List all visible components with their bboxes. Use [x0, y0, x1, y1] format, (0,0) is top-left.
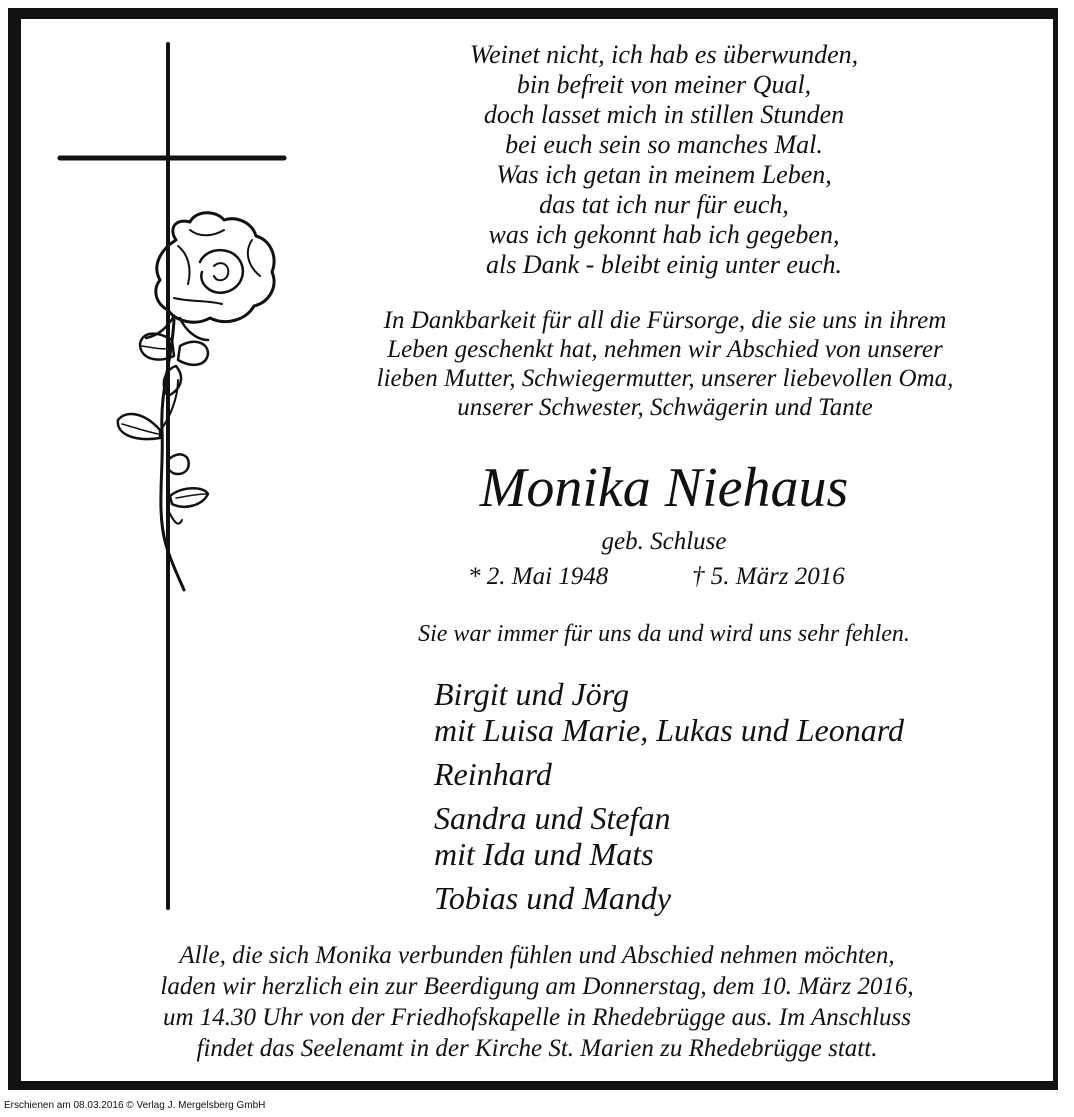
poem-line: Weinet nicht, ich hab es überwunden,: [469, 40, 859, 69]
poem-line: das tat ich nur für euch,: [539, 190, 789, 219]
mourner-entry: mit Ida und Mats: [434, 836, 654, 872]
mourner-entry: Tobias und Mandy: [434, 880, 672, 916]
mourner-entry: mit Luisa Marie, Lukas und Leonard: [434, 712, 904, 748]
intro-paragraph: [330, 306, 1000, 422]
deceased-name: Monika Niehaus: [479, 457, 849, 519]
poem-line: Was ich getan in meinem Leben,: [496, 160, 832, 189]
mourner-entry: Sandra und Stefan: [434, 800, 671, 836]
funeral-notice: [60, 940, 1014, 1064]
intro-line: In Dankbarkeit für all die Fürsorge, die sie uns in ihrem: [383, 307, 947, 334]
cross-icon: [56, 40, 292, 912]
notice-line: Alle, die sich Monika verbunden fühlen und Abschied nehmen möchten,: [179, 942, 895, 969]
maiden-name: geb. Schluse: [601, 528, 727, 555]
poem-line: als Dank - bleibt einig unter euch.: [486, 250, 842, 279]
notice-line: findet das Seelenamt in der Kirche St. Marien zu Rhedebrügge statt.: [196, 1035, 878, 1062]
poem-line: bin befreit von meiner Qual,: [516, 70, 812, 99]
poem-line: bei euch sein so manches Mal.: [505, 130, 823, 159]
death-date: † 5. März 2016: [692, 563, 845, 590]
mourner-entry: Birgit und Jörg: [434, 676, 629, 712]
poem-line: was ich gekonnt hab ich gegeben,: [488, 220, 840, 249]
mourner-entry: Reinhard: [434, 756, 552, 792]
notice-line: um 14.30 Uhr von der Friedhofskapelle in Rhedebrügge aus. Im Anschluss: [162, 1004, 912, 1031]
intro-line: Leben geschenkt hat, nehmen wir Abschied von unserer: [387, 336, 943, 363]
intro-line: unserer Schwester, Schwägerin und Tante: [457, 394, 873, 421]
rose-icon: [156, 213, 274, 322]
poem: [356, 40, 972, 280]
birth-date: * 2. Mai 1948: [468, 563, 609, 590]
notice-line: laden wir herzlich ein zur Beerdigung am Donnerstag, dem 10. März 2016,: [160, 973, 914, 1000]
publication-note: Erschienen am 08.03.2016 © Verlag J. Mergelsberg GmbH: [4, 1100, 266, 1111]
intro-line: lieben Mutter, Schwiegermutter, unserer liebevollen Oma,: [376, 365, 954, 392]
poem-line: doch lasset mich in stillen Stunden: [483, 100, 845, 129]
mourners-list: [434, 676, 994, 916]
tribute-line: Sie war immer für uns da und wird uns sehr fehlen.: [418, 621, 910, 647]
